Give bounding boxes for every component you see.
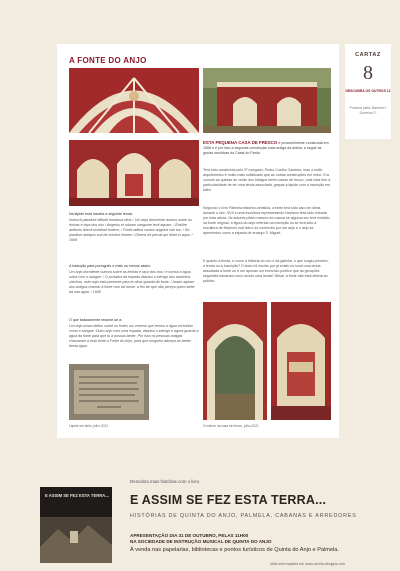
photo-stone	[69, 364, 149, 420]
ad-sale-info: À venda nas papelarias, bibliotecas e pontos turísticos de Quinta do Anjo e Palmela.	[130, 547, 339, 553]
cartaz-label: CARTAZ	[355, 52, 381, 58]
book-cover-title: E ASSIM SE FEZ ESTA TERRA...	[45, 493, 109, 498]
cartaz-subtitle: DESCUBRA OS OUTROS 12	[345, 89, 391, 93]
ad-event-line2: NA SOCIEDADE DE INSTRUÇÃO MUSICAL DE QUINTA DO ANJO	[130, 539, 272, 545]
lead-bold: ESTA PEQUENA CASA DE FRESCO	[203, 140, 278, 145]
book-cover	[40, 487, 112, 563]
cartaz-badge	[345, 44, 391, 139]
ad-eyebrow: Descubra mais histórias com o livro	[130, 479, 200, 484]
photo-dome	[69, 68, 199, 133]
ad-event-line1: APRESENTAÇÃO DIA 31 DE OUTUBRO, PELAS 11H00	[130, 533, 249, 538]
ad-title: E ASSIM SE FEZ ESTA TERRA...	[130, 493, 327, 507]
book-cover-image	[40, 487, 112, 563]
lead-paragraph	[203, 140, 331, 156]
summary: Um anjo bravo deitou sobre os fortes um veneno que tornou a água vermelha como o sangue. Outro anjo com uma espada, afastou o inimigo e agora guarda a água da fonte para que tu a possas beber. Por isso os pessoas antigas chamaram a esta fonte a Fonte do Anjo, para que ninguém adoeça ao beber desta água.	[69, 324, 199, 348]
paragraph-2: Segundo o livro Palmela histórico-artística, a fonte terá sido alvo de obras durante o séc. XVII e uma escultura representando Neptuno terá sido retirada por esta altura. Os autores põem mesmo em causa se alguma vez terá existido, na fonte original, a figura do anjo referida na inscrição ou se terá sido a escultura de Neptuno mal lida e se confundiu por um anjo e o anjo se apresentou como a espada de arcanjo S. Miguel.	[203, 206, 331, 235]
photo-exterior	[203, 68, 331, 133]
ad-more-info-link[interactable]: Mais informações em www.cecilia-designs.com	[270, 562, 346, 566]
caption-stone: Lápide em latim, julho 2021.	[69, 424, 109, 428]
ad-event	[130, 533, 271, 546]
top-band	[0, 0, 400, 44]
photo-fresco	[69, 140, 199, 206]
ad-subtitle: HISTÓRIAS DE QUINTA DO ANJO, PALMELA, CABANAS E ARREDORES	[130, 513, 357, 519]
translation-intro: A tradução para português é mais ou menos assim:	[69, 264, 152, 268]
latin-inscription: Instructi plaudunt diffudit frondosa silvis / Um anjo dormiente aureus sobre as lenhas e taça dos rios / Angelus et rubram sanguine fecit aquam. / Exsilire ardituris directi umbiliad fontem; / Fontis adinst cautos angelus iste tuo. / Sic placitum antiquis sub de nomine fontem / Dicens ne percat qui bibet in aqua. / 1568	[69, 218, 193, 242]
article-title: A FONTE DO ANJO	[69, 56, 147, 65]
caption-interior: O interior da casa de fresco, julho 2021.	[203, 424, 260, 428]
cartaz-number: 8	[363, 62, 373, 84]
article-card	[57, 44, 339, 438]
summary-intro: O que basicamente resume-se a:	[69, 318, 123, 322]
photo-interior-left	[203, 302, 267, 420]
photo-interior-right	[271, 302, 331, 420]
cartaz-next-clue: Próxima pista: Barrelos? Gorrelos??	[349, 106, 387, 115]
translation: Um anjo dormiente outrora sobre as lenhas e taça dos rios / e tornou a água rubra com o sangue. / O portador da espada afastou o inimigo dos assentos vizinhos, este anjo está presente para te olhar guarda de fonte. / Assim agiram aos antigos chamar à fonte com tal nome, a fim de que não pereça quem bebe da sua água. / 1568	[69, 270, 195, 294]
latin-intro: Na lápide está inscrita a seguinte lenda:	[69, 212, 133, 216]
book-advertisement	[0, 470, 400, 571]
paragraph-1: Terá sido construída pelo 3º morgado, Pedro Coelho Cardoso, mas o estilo arquitetónico é muito mais sofisticado que as outras construções em redor. Era comum as quintas de verão dos fidalgos terem casas de fresco, mas esta tem a particularidade de ter uma lenda associada, graças à lápide com a inscrição em latim.	[203, 168, 331, 192]
lead-text: é provavelmente construída em 1568 e é por isso a segunda construção mais antiga da aldeia, a seguir às grutas neolíticas do Casal do Pardo.	[203, 141, 329, 155]
paragraph-3: E quanto à lenda, é como a história do ovo e da galinha, o que surgiu primeiro, a lenda ou a inscrição? O texto foi escrito por já existir no local uma lenda associada à fonte ou é um apenas um exercício poético que as gerações seguintes tomaram como sendo uma lenda? Afinal, a fonte não está aberta ao público.	[203, 259, 329, 283]
